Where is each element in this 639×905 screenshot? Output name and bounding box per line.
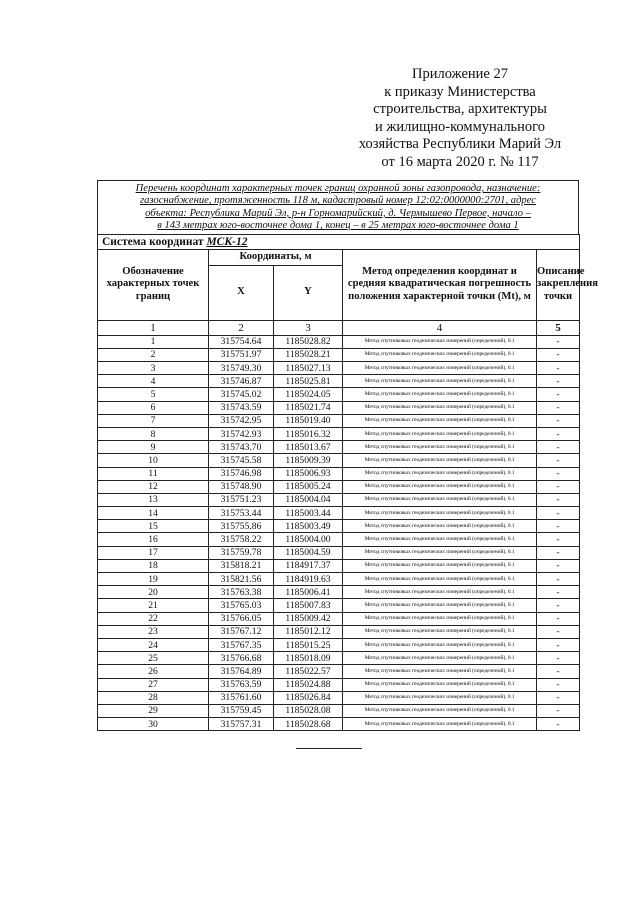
description-cell: - (537, 427, 580, 440)
method-cell: Метод спутниковых геодезических измерений (определений), 0.1 (343, 375, 537, 388)
method-cell: Метод спутниковых геодезических измерений (определений), 0.1 (343, 480, 537, 493)
header-y: Y (274, 265, 343, 320)
point-number: 27 (98, 678, 209, 691)
point-number: 2 (98, 348, 209, 361)
caption-line: Перечень координат характерных точек границ охранной зоны газопровода, назначение: (135, 183, 541, 194)
point-number: 7 (98, 414, 209, 427)
method-cell: Метод спутниковых геодезических измерений (определений), 0.1 (343, 612, 537, 625)
description-cell: - (537, 678, 580, 691)
description-cell: - (537, 665, 580, 678)
point-number: 22 (98, 612, 209, 625)
method-cell: Метод спутниковых геодезических измерений (определений), 0.1 (343, 652, 537, 665)
point-number: 3 (98, 362, 209, 375)
point-number: 14 (98, 507, 209, 520)
method-cell: Метод спутниковых геодезических измерений (определений), 0.1 (343, 546, 537, 559)
point-number: 6 (98, 401, 209, 414)
table-row (98, 652, 580, 665)
method-cell: Метод спутниковых геодезических измерений (определений), 0.1 (343, 573, 537, 586)
column-number: 1 (98, 320, 209, 335)
coord-y: 1185004.00 (274, 533, 343, 546)
coord-x: 315759.78 (209, 546, 274, 559)
description-cell: - (537, 691, 580, 704)
coord-x: 315755.86 (209, 520, 274, 533)
coordinates-sheet (97, 180, 598, 731)
coord-y: 1185021.74 (274, 401, 343, 414)
coord-y: 1185006.93 (274, 467, 343, 480)
table-row (98, 625, 580, 638)
description-cell: - (537, 546, 580, 559)
coord-y: 1185018.09 (274, 652, 343, 665)
coord-x: 315765.03 (209, 599, 274, 612)
method-cell: Метод спутниковых геодезических измерений (определений), 0.1 (343, 388, 537, 401)
point-number: 12 (98, 480, 209, 493)
coordinates-table (97, 234, 598, 732)
appendix-line: хозяйства Республики Марий Эл (358, 136, 562, 153)
point-number: 30 (98, 718, 209, 731)
table-row (98, 493, 580, 506)
table-row (98, 718, 580, 731)
coord-x: 315746.87 (209, 375, 274, 388)
column-number: 2 (209, 320, 274, 335)
description-cell: - (537, 625, 580, 638)
table-row (98, 678, 580, 691)
point-number: 23 (98, 625, 209, 638)
table-row (98, 559, 580, 572)
point-number: 9 (98, 441, 209, 454)
description-cell: - (537, 507, 580, 520)
point-number: 20 (98, 586, 209, 599)
caption-line: газоснабжение, протяженность 118 м, кадастровый номер 12:02:0000000:2701, адрес (140, 195, 536, 207)
coord-x: 315821.56 (209, 573, 274, 586)
point-number: 4 (98, 375, 209, 388)
appendix-heading (330, 66, 590, 172)
appendix-line: строительства, архитектуры (373, 101, 547, 118)
coord-x: 315767.12 (209, 625, 274, 638)
coord-y: 1185012.12 (274, 625, 343, 638)
coord-y: 1184917.37 (274, 559, 343, 572)
coord-y: 1184919.63 (274, 573, 343, 586)
coord-x: 315766.05 (209, 612, 274, 625)
method-cell: Метод спутниковых геодезических измерений (определений), 0.1 (343, 586, 537, 599)
method-cell: Метод спутниковых геодезических измерений (определений), 0.1 (343, 467, 537, 480)
coord-y: 1185028.08 (274, 704, 343, 717)
caption-line: в 143 метрах юго-восточнее дома 1, конец – в 25 метрах юго-восточнее дома 1 (157, 220, 519, 232)
column-numbers-row (98, 320, 580, 335)
table-row (98, 638, 580, 651)
coord-y: 1185005.24 (274, 480, 343, 493)
table-row (98, 665, 580, 678)
table-row (98, 520, 580, 533)
description-cell: - (537, 348, 580, 361)
description-cell: - (537, 533, 580, 546)
appendix-line: от 16 марта 2020 г. № 117 (381, 153, 539, 170)
point-number: 21 (98, 599, 209, 612)
table-row (98, 441, 580, 454)
method-cell: Метод спутниковых геодезических измерений (определений), 0.1 (343, 704, 537, 717)
table-row (98, 599, 580, 612)
coord-x: 315745.58 (209, 454, 274, 467)
coord-x: 315759.45 (209, 704, 274, 717)
description-cell: - (537, 652, 580, 665)
method-cell: Метод спутниковых геодезических измерений (определений), 0.1 (343, 427, 537, 440)
point-number: 18 (98, 559, 209, 572)
point-number: 15 (98, 520, 209, 533)
coord-x: 315742.95 (209, 414, 274, 427)
table-row (98, 704, 580, 717)
table-row (98, 335, 580, 348)
description-cell: - (537, 638, 580, 651)
point-number: 25 (98, 652, 209, 665)
table-row (98, 348, 580, 361)
method-cell: Метод спутниковых геодезических измерений (определений), 0.1 (343, 348, 537, 361)
table-row (98, 454, 580, 467)
table-row (98, 467, 580, 480)
coord-y: 1185016.32 (274, 427, 343, 440)
coord-x: 315764.89 (209, 665, 274, 678)
description-cell: - (537, 335, 580, 348)
table-row (98, 401, 580, 414)
coord-y: 1185019.40 (274, 414, 343, 427)
coord-y: 1185004.59 (274, 546, 343, 559)
coord-y: 1185009.42 (274, 612, 343, 625)
coord-y: 1185025.81 (274, 375, 343, 388)
method-cell: Метод спутниковых геодезических измерений (определений), 0.1 (343, 507, 537, 520)
coordinate-system-label: Система координат (102, 235, 204, 248)
description-cell: - (537, 599, 580, 612)
coord-y: 1185024.05 (274, 388, 343, 401)
table-row (98, 375, 580, 388)
method-cell: Метод спутниковых геодезических измерений (определений), 0.1 (343, 414, 537, 427)
column-number: 4 (343, 320, 537, 335)
point-number: 11 (98, 467, 209, 480)
method-cell: Метод спутниковых геодезических измерений (определений), 0.1 (343, 638, 537, 651)
coord-y: 1185024.88 (274, 678, 343, 691)
coord-y: 1185015.25 (274, 638, 343, 651)
table-row (98, 573, 580, 586)
coord-x: 315751.23 (209, 493, 274, 506)
coord-x: 315743.59 (209, 401, 274, 414)
description-cell: - (537, 441, 580, 454)
table-row (98, 427, 580, 440)
point-number: 26 (98, 665, 209, 678)
coord-x: 315745.02 (209, 388, 274, 401)
coord-x: 315749.30 (209, 362, 274, 375)
appendix-line: и жилищно-коммунального (374, 118, 546, 135)
coord-x: 315767.35 (209, 638, 274, 651)
point-number: 28 (98, 691, 209, 704)
description-cell: - (537, 388, 580, 401)
table-row (98, 507, 580, 520)
coord-x: 315751.97 (209, 348, 274, 361)
coord-x: 315746.98 (209, 467, 274, 480)
table-row (98, 546, 580, 559)
description-cell: - (537, 573, 580, 586)
header-row (98, 249, 580, 265)
point-number: 8 (98, 427, 209, 440)
coord-y: 1185027.13 (274, 362, 343, 375)
description-cell: - (537, 704, 580, 717)
header-coords: Координаты, м (209, 249, 343, 265)
header-point: Обозначение характерных точек границ (98, 249, 209, 320)
coord-x: 315763.38 (209, 586, 274, 599)
point-number: 1 (98, 335, 209, 348)
description-cell: - (537, 467, 580, 480)
coord-x: 315761.60 (209, 691, 274, 704)
method-cell: Метод спутниковых геодезических измерений (определений), 0.1 (343, 441, 537, 454)
point-number: 29 (98, 704, 209, 717)
header-description: Описание закрепления точки (537, 249, 580, 320)
coord-x: 315748.90 (209, 480, 274, 493)
column-number: 3 (274, 320, 343, 335)
method-cell: Метод спутниковых геодезических измерений (определений), 0.1 (343, 691, 537, 704)
point-number: 16 (98, 533, 209, 546)
signature-line (296, 748, 362, 749)
coord-x: 315743.70 (209, 441, 274, 454)
coord-y: 1185028.82 (274, 335, 343, 348)
method-cell: Метод спутниковых геодезических измерений (определений), 0.1 (343, 559, 537, 572)
point-number: 17 (98, 546, 209, 559)
coord-y: 1185028.68 (274, 718, 343, 731)
point-number: 19 (98, 573, 209, 586)
coord-x: 315758.22 (209, 533, 274, 546)
appendix-line: к приказу Министерства (384, 83, 536, 100)
coord-y: 1185006.41 (274, 586, 343, 599)
point-number: 13 (98, 493, 209, 506)
coord-y: 1185009.39 (274, 454, 343, 467)
column-number: 5 (537, 320, 580, 335)
coord-x: 315742.93 (209, 427, 274, 440)
coord-y: 1185022.57 (274, 665, 343, 678)
method-cell: Метод спутниковых геодезических измерений (определений), 0.1 (343, 401, 537, 414)
coord-x: 315818.21 (209, 559, 274, 572)
coord-x: 315753.44 (209, 507, 274, 520)
description-cell: - (537, 520, 580, 533)
description-cell: - (537, 454, 580, 467)
method-cell: Метод спутниковых геодезических измерений (определений), 0.1 (343, 718, 537, 731)
coord-y: 1185007.83 (274, 599, 343, 612)
description-cell: - (537, 559, 580, 572)
description-cell: - (537, 414, 580, 427)
description-cell: - (537, 718, 580, 731)
description-cell: - (537, 586, 580, 599)
description-cell: - (537, 401, 580, 414)
table-row (98, 480, 580, 493)
method-cell: Метод спутниковых геодезических измерений (определений), 0.1 (343, 454, 537, 467)
method-cell: Метод спутниковых геодезических измерений (определений), 0.1 (343, 665, 537, 678)
header-x: X (209, 265, 274, 320)
coord-y: 1185003.44 (274, 507, 343, 520)
method-cell: Метод спутниковых геодезических измерений (определений), 0.1 (343, 335, 537, 348)
coordinate-system-row (98, 234, 580, 249)
coord-x: 315766.68 (209, 652, 274, 665)
coordinate-system-value: МСК-12 (206, 235, 248, 248)
table-row (98, 388, 580, 401)
coord-y: 1185028.21 (274, 348, 343, 361)
coord-x: 315754.64 (209, 335, 274, 348)
point-number: 24 (98, 638, 209, 651)
coord-y: 1185026.84 (274, 691, 343, 704)
header-method: Метод определения координат и средняя квадратическая погрешность положения характерной точки (Mt), м (343, 249, 537, 320)
table-caption (97, 180, 579, 234)
appendix-line: Приложение 27 (412, 66, 508, 82)
caption-line: объекта: Республика Марий Эл, р-н Горномарийский, д. Чермышево Первое, начало – (145, 207, 531, 219)
method-cell: Метод спутниковых геодезических измерений (определений), 0.1 (343, 678, 537, 691)
table-row (98, 362, 580, 375)
method-cell: Метод спутниковых геодезических измерений (определений), 0.1 (343, 533, 537, 546)
table-row (98, 586, 580, 599)
table-row (98, 691, 580, 704)
coord-y: 1185004.04 (274, 493, 343, 506)
description-cell: - (537, 480, 580, 493)
table-row (98, 414, 580, 427)
point-number: 5 (98, 388, 209, 401)
point-number: 10 (98, 454, 209, 467)
method-cell: Метод спутниковых геодезических измерений (определений), 0.1 (343, 520, 537, 533)
coord-y: 1185013.67 (274, 441, 343, 454)
method-cell: Метод спутниковых геодезических измерений (определений), 0.1 (343, 625, 537, 638)
coord-x: 315757.31 (209, 718, 274, 731)
description-cell: - (537, 362, 580, 375)
description-cell: - (537, 375, 580, 388)
table-row (98, 533, 580, 546)
method-cell: Метод спутниковых геодезических измерений (определений), 0.1 (343, 599, 537, 612)
coord-x: 315763.59 (209, 678, 274, 691)
description-cell: - (537, 493, 580, 506)
method-cell: Метод спутниковых геодезических измерений (определений), 0.1 (343, 362, 537, 375)
description-cell: - (537, 612, 580, 625)
coord-y: 1185003.49 (274, 520, 343, 533)
method-cell: Метод спутниковых геодезических измерений (определений), 0.1 (343, 493, 537, 506)
table-row (98, 612, 580, 625)
